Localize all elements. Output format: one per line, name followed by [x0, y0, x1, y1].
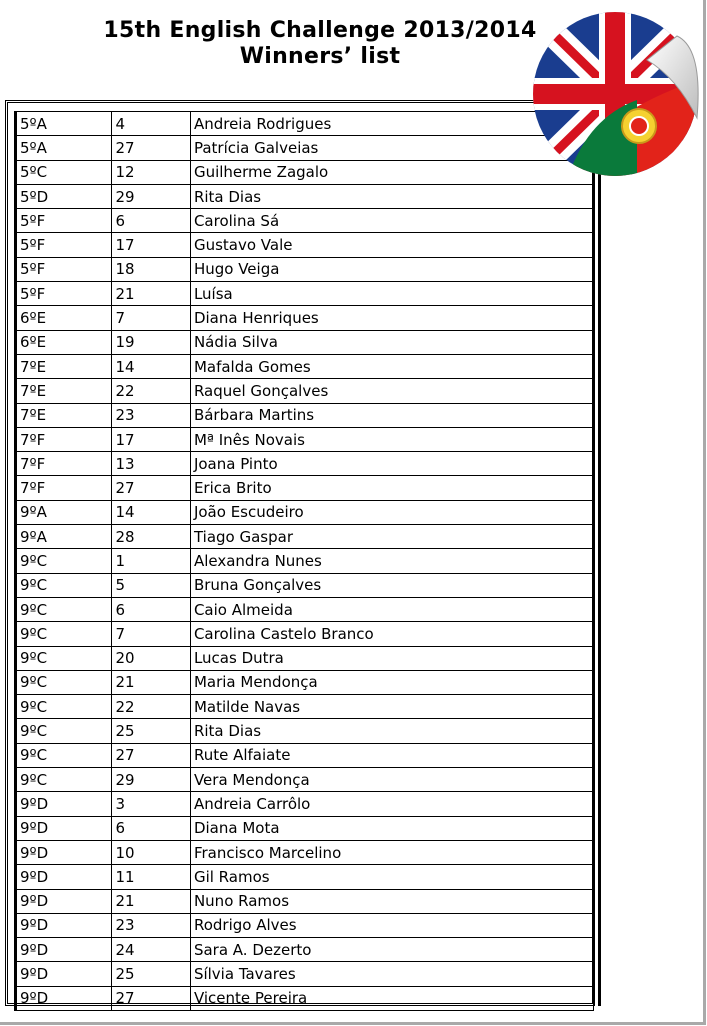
class-cell: 9ºD — [16, 840, 112, 864]
number-cell: 11 — [112, 865, 191, 889]
number-cell: 19 — [112, 330, 191, 354]
class-cell: 9ºD — [16, 962, 112, 986]
name-cell: Vera Mendonça — [190, 768, 593, 792]
name-cell: Francisco Marcelino — [190, 840, 593, 864]
table-row — [16, 646, 594, 670]
table-row — [16, 282, 594, 306]
class-cell: 5ºF — [16, 257, 112, 281]
number-cell: 24 — [112, 938, 191, 962]
table-row — [16, 136, 594, 160]
number-cell: 22 — [112, 695, 191, 719]
class-cell: 5ºF — [16, 209, 112, 233]
number-cell: 4 — [112, 112, 191, 136]
table-row — [16, 792, 594, 816]
name-cell: Matilde Navas — [190, 695, 593, 719]
class-cell: 5ºC — [16, 160, 112, 184]
class-cell: 9ºC — [16, 695, 112, 719]
name-cell: Sara A. Dezerto — [190, 938, 593, 962]
table-row — [16, 427, 594, 451]
table-row — [16, 768, 594, 792]
class-cell: 5ºF — [16, 282, 112, 306]
number-cell: 17 — [112, 233, 191, 257]
class-cell: 9ºA — [16, 500, 112, 524]
name-cell: Guilherme Zagalo — [190, 160, 593, 184]
class-cell: 9ºD — [16, 889, 112, 913]
class-cell: 9ºD — [16, 816, 112, 840]
name-cell: Erica Brito — [190, 476, 593, 500]
table-row — [16, 816, 594, 840]
number-cell: 25 — [112, 719, 191, 743]
table-row — [16, 573, 594, 597]
number-cell: 23 — [112, 913, 191, 937]
name-cell: Joana Pinto — [190, 452, 593, 476]
name-cell: Bárbara Martins — [190, 403, 593, 427]
table-row — [16, 840, 594, 864]
class-cell: 9ºC — [16, 549, 112, 573]
name-cell: Diana Henriques — [190, 306, 593, 330]
class-cell: 5ºD — [16, 184, 112, 208]
name-cell: Rute Alfaiate — [190, 743, 593, 767]
number-cell: 3 — [112, 792, 191, 816]
number-cell: 6 — [112, 816, 191, 840]
name-cell: Hugo Veiga — [190, 257, 593, 281]
name-cell: Carolina Sá — [190, 209, 593, 233]
table-row — [16, 354, 594, 378]
number-cell: 28 — [112, 525, 191, 549]
winners-table — [14, 111, 594, 1011]
name-cell: Alexandra Nunes — [190, 549, 593, 573]
table-row — [16, 622, 594, 646]
class-cell: 9ºD — [16, 938, 112, 962]
name-cell: Nuno Ramos — [190, 889, 593, 913]
number-cell: 1 — [112, 549, 191, 573]
name-cell: Vicente Pereira — [190, 986, 593, 1010]
number-cell: 21 — [112, 670, 191, 694]
number-cell: 29 — [112, 768, 191, 792]
name-cell: Maria Mendonça — [190, 670, 593, 694]
table-row — [16, 743, 594, 767]
class-cell: 9ºC — [16, 719, 112, 743]
name-cell: Andreia Rodrigues — [190, 112, 593, 136]
number-cell: 20 — [112, 646, 191, 670]
name-cell: Luísa — [190, 282, 593, 306]
number-cell: 27 — [112, 476, 191, 500]
table-row — [16, 160, 594, 184]
name-cell: João Escudeiro — [190, 500, 593, 524]
number-cell: 14 — [112, 354, 191, 378]
number-cell: 14 — [112, 500, 191, 524]
class-cell: 9ºC — [16, 768, 112, 792]
name-cell: Rita Dias — [190, 719, 593, 743]
table-row — [16, 525, 594, 549]
name-cell: Patrícia Galveias — [190, 136, 593, 160]
number-cell: 7 — [112, 306, 191, 330]
name-cell: Raquel Gonçalves — [190, 379, 593, 403]
table-row — [16, 719, 594, 743]
name-cell: Caio Almeida — [190, 597, 593, 621]
class-cell: 9ºD — [16, 792, 112, 816]
table-row — [16, 695, 594, 719]
title-line-2: Winners’ list — [239, 44, 401, 69]
number-cell: 29 — [112, 184, 191, 208]
name-cell: Tiago Gaspar — [190, 525, 593, 549]
table-row — [16, 452, 594, 476]
class-cell: 7ºE — [16, 403, 112, 427]
class-cell: 7ºE — [16, 379, 112, 403]
class-cell: 9ºD — [16, 986, 112, 1010]
class-cell: 5ºA — [16, 136, 112, 160]
table-row — [16, 549, 594, 573]
name-cell: Gil Ramos — [190, 865, 593, 889]
class-cell: 9ºC — [16, 670, 112, 694]
number-cell: 27 — [112, 136, 191, 160]
number-cell: 17 — [112, 427, 191, 451]
number-cell: 7 — [112, 622, 191, 646]
uk-portugal-flag-sticker-icon — [527, 8, 703, 180]
class-cell: 7ºE — [16, 354, 112, 378]
name-cell: Sílvia Tavares — [190, 962, 593, 986]
title-line-1: 15th English Challenge 2013/2014 — [103, 18, 537, 43]
table-row — [16, 403, 594, 427]
table-row — [16, 913, 594, 937]
table-row — [16, 865, 594, 889]
number-cell: 6 — [112, 597, 191, 621]
table-row — [16, 500, 594, 524]
name-cell: Nádia Silva — [190, 330, 593, 354]
class-cell: 9ºD — [16, 865, 112, 889]
class-cell: 7ºF — [16, 427, 112, 451]
table-row — [16, 330, 594, 354]
number-cell: 18 — [112, 257, 191, 281]
class-cell: 7ºF — [16, 476, 112, 500]
number-cell: 23 — [112, 403, 191, 427]
name-cell: Bruna Gonçalves — [190, 573, 593, 597]
number-cell: 25 — [112, 962, 191, 986]
name-cell: Mª Inês Novais — [190, 427, 593, 451]
table-row — [16, 184, 594, 208]
number-cell: 6 — [112, 209, 191, 233]
number-cell: 12 — [112, 160, 191, 184]
class-cell: 9ºC — [16, 743, 112, 767]
table-row — [16, 233, 594, 257]
name-cell: Lucas Dutra — [190, 646, 593, 670]
table-row — [16, 986, 594, 1010]
table-row — [16, 889, 594, 913]
table-row — [16, 379, 594, 403]
number-cell: 5 — [112, 573, 191, 597]
class-cell: 5ºA — [16, 112, 112, 136]
class-cell: 9ºC — [16, 646, 112, 670]
table-row — [16, 938, 594, 962]
number-cell: 21 — [112, 889, 191, 913]
number-cell: 13 — [112, 452, 191, 476]
number-cell: 27 — [112, 743, 191, 767]
table-row — [16, 670, 594, 694]
name-cell: Gustavo Vale — [190, 233, 593, 257]
number-cell: 22 — [112, 379, 191, 403]
number-cell: 27 — [112, 986, 191, 1010]
name-cell: Rita Dias — [190, 184, 593, 208]
class-cell: 9ºD — [16, 913, 112, 937]
name-cell: Carolina Castelo Branco — [190, 622, 593, 646]
name-cell: Diana Mota — [190, 816, 593, 840]
class-cell: 9ºC — [16, 622, 112, 646]
class-cell: 7ºF — [16, 452, 112, 476]
table-row — [16, 257, 594, 281]
table-row — [16, 476, 594, 500]
name-cell: Andreia Carrôlo — [190, 792, 593, 816]
number-cell: 10 — [112, 840, 191, 864]
table-row — [16, 209, 594, 233]
class-cell: 9ºA — [16, 525, 112, 549]
name-cell: Rodrigo Alves — [190, 913, 593, 937]
table-row — [16, 962, 594, 986]
table-row — [16, 597, 594, 621]
class-cell: 6ºE — [16, 306, 112, 330]
class-cell: 5ºF — [16, 233, 112, 257]
name-cell: Mafalda Gomes — [190, 354, 593, 378]
class-cell: 9ºC — [16, 597, 112, 621]
table-row — [16, 112, 594, 136]
class-cell: 6ºE — [16, 330, 112, 354]
table-row — [16, 306, 594, 330]
winners-table-frame — [5, 100, 595, 1006]
number-cell: 21 — [112, 282, 191, 306]
class-cell: 9ºC — [16, 573, 112, 597]
